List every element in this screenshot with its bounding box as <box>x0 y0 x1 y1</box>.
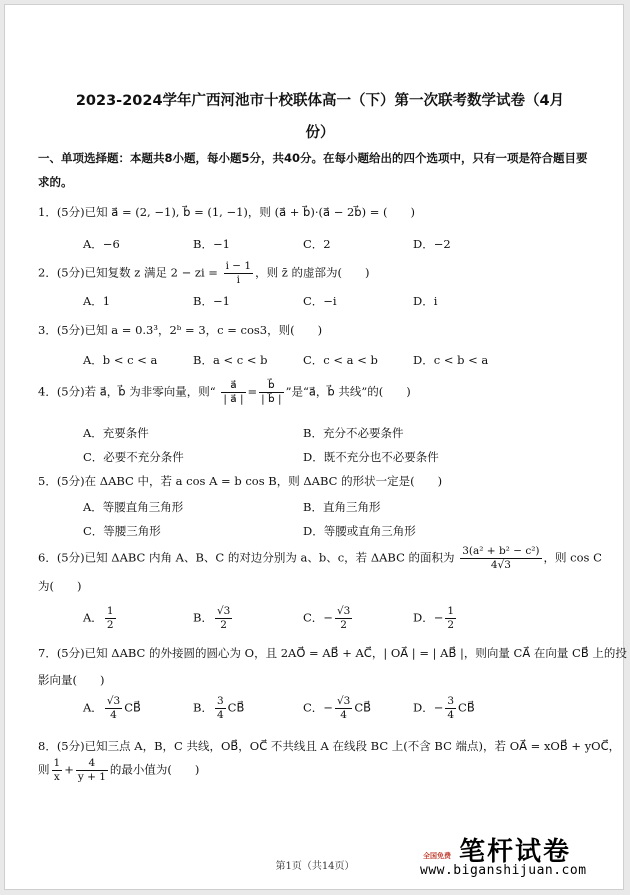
section-heading: 一、单项选择题：本题共8小题，每小题5分，共40分。在每小题给出的四个选项中，只有一项是符合题目要求的。 <box>38 151 588 189</box>
q2-fraction: $\frac{i - 1}{i}$ <box>225 260 252 286</box>
question-7-cont: 影向量( ) <box>38 673 105 687</box>
question-4: 4．(5分)若 a⃗，b⃗ 为非零向量，则“ $\frac{a⃗}{| a⃗ |}$ = $\frac{b⃗}{| b⃗ |}$ ”是“a⃗，b⃗ 共线”的( ) <box>38 379 411 405</box>
q8-fraction-b: $\frac{4}{y + 1}$ <box>77 757 106 783</box>
q2-option-d[interactable]: D．i <box>413 294 438 308</box>
q8-fraction-a: $\frac{1}{x}$ <box>53 757 61 783</box>
page-title: 2023-2024学年广西河池市十校联体高一（下）第一次联考数学试卷（4月 <box>75 93 565 109</box>
q7-option-a[interactable]: A． $\frac{√3}{4}$ CB⃗ <box>83 695 141 721</box>
watermark-tag: 全国免费 <box>423 852 451 860</box>
exam-page <box>4 4 627 890</box>
question-6: 6．(5分)已知 ΔABC 内角 A、B、C 的对边分别为 a、b、c，若 ΔABC 的面积为 $\frac{\text{3(a² + b² − c²)}}{4√3}$ ，则 cos C <box>38 545 602 571</box>
q4-option-b[interactable]: B．充分不必要条件 <box>303 426 404 440</box>
q3-option-a[interactable]: A．b < c < a <box>83 353 158 367</box>
page-title-cont: 份） <box>305 125 335 141</box>
q1-option-c[interactable]: C．2 <box>303 237 331 251</box>
question-1: 1．(5分)已知 a⃗ = (2, −1), b⃗ = (1, −1)，则 (a⃗ + b⃗)·(a⃗ − 2b⃗) = ( ) <box>38 205 416 219</box>
q1-option-b[interactable]: B．−1 <box>193 237 230 251</box>
q5-option-d[interactable]: D．等腰或直角三角形 <box>303 524 416 538</box>
q4-option-c[interactable]: C．必要不充分条件 <box>83 450 184 464</box>
q5-option-b[interactable]: B．直角三角形 <box>303 500 381 514</box>
q1-option-d[interactable]: D．−2 <box>413 237 451 251</box>
page-number: 第1页（共14页） <box>275 861 355 872</box>
q7-option-d[interactable]: D．− $\frac{3}{4}$ CB⃗ <box>413 695 475 721</box>
q3-option-b[interactable]: B．a < c < b <box>193 353 268 367</box>
q4-option-a[interactable]: A．充要条件 <box>83 426 149 440</box>
q4-option-d[interactable]: D．既不充分也不必要条件 <box>303 450 439 464</box>
question-8-cont: 则 $\frac{1}{x}$ + $\frac{4}{y + 1}$ 的最小值为( ) <box>38 757 200 783</box>
q6-option-d[interactable]: D．− $\frac{1}{2}$ <box>413 605 455 631</box>
question-2: 2．(5分)已知复数 z 满足 2 − zi = $\frac{i - 1}{i}$ ，则 z̄ 的虚部为( ) <box>38 260 370 286</box>
question-3: 3．(5分)已知 a = 0.3³，2ᵇ = 3，c = cos3，则( ) <box>38 323 323 337</box>
q6-fraction: $\frac{\text{3(a² + b² − c²)}}{4√3}$ <box>462 545 540 571</box>
question-5: 5．(5分)在 ΔABC 中，若 a cos A = b cos B，则 ΔABC 的形状一定是( ) <box>38 474 443 488</box>
q5-option-a[interactable]: A．等腰直角三角形 <box>83 500 184 514</box>
q2-option-c[interactable]: C．−i <box>303 294 337 308</box>
question-8: 8．(5分)已知三点 A，B，C 共线，OB⃗，OC⃗ 不共线且 A 在线段 BC 上(不含 BC 端点)，若 OA⃗ = xOB⃗ + yOC⃗， <box>38 739 621 753</box>
q3-option-d[interactable]: D．c < b < a <box>413 353 489 367</box>
q6-option-c[interactable]: C．− $\frac{√3}{2}$ <box>303 605 351 631</box>
q2-option-a[interactable]: A．1 <box>83 294 111 308</box>
q7-option-c[interactable]: C．− $\frac{√3}{4}$ CB⃗ <box>303 695 372 721</box>
q6-option-a[interactable]: A． $\frac{1}{2}$ <box>83 605 114 631</box>
q4-fraction-b: $\frac{b⃗}{| b⃗ |}$ <box>261 379 282 405</box>
q5-option-c[interactable]: C．等腰三角形 <box>83 524 161 538</box>
q7-option-b[interactable]: B． $\frac{3}{4}$ CB⃗ <box>193 695 245 721</box>
question-7: 7．(5分)已知 ΔABC 的外接圆的圆心为 O，且 2AO⃗ = AB⃗ + AC⃗，| OA⃗ | = | AB⃗ |，则向量 CA⃗ 在向量 CB⃗ 上的投 <box>38 646 627 660</box>
q1-option-a[interactable]: A．−6 <box>83 237 120 251</box>
q6-option-b[interactable]: B． $\frac{√3}{2}$ <box>193 605 231 631</box>
q3-option-c[interactable]: C．c < a < b <box>303 353 378 367</box>
watermark-logo: 笔杆试卷 <box>458 837 571 867</box>
q2-option-b[interactable]: B．−1 <box>193 294 230 308</box>
q4-fraction-a: $\frac{a⃗}{| a⃗ |}$ <box>223 379 244 405</box>
question-6-cont: 为( ) <box>38 579 82 593</box>
watermark-url: www.biganshijuan.com <box>420 863 587 878</box>
